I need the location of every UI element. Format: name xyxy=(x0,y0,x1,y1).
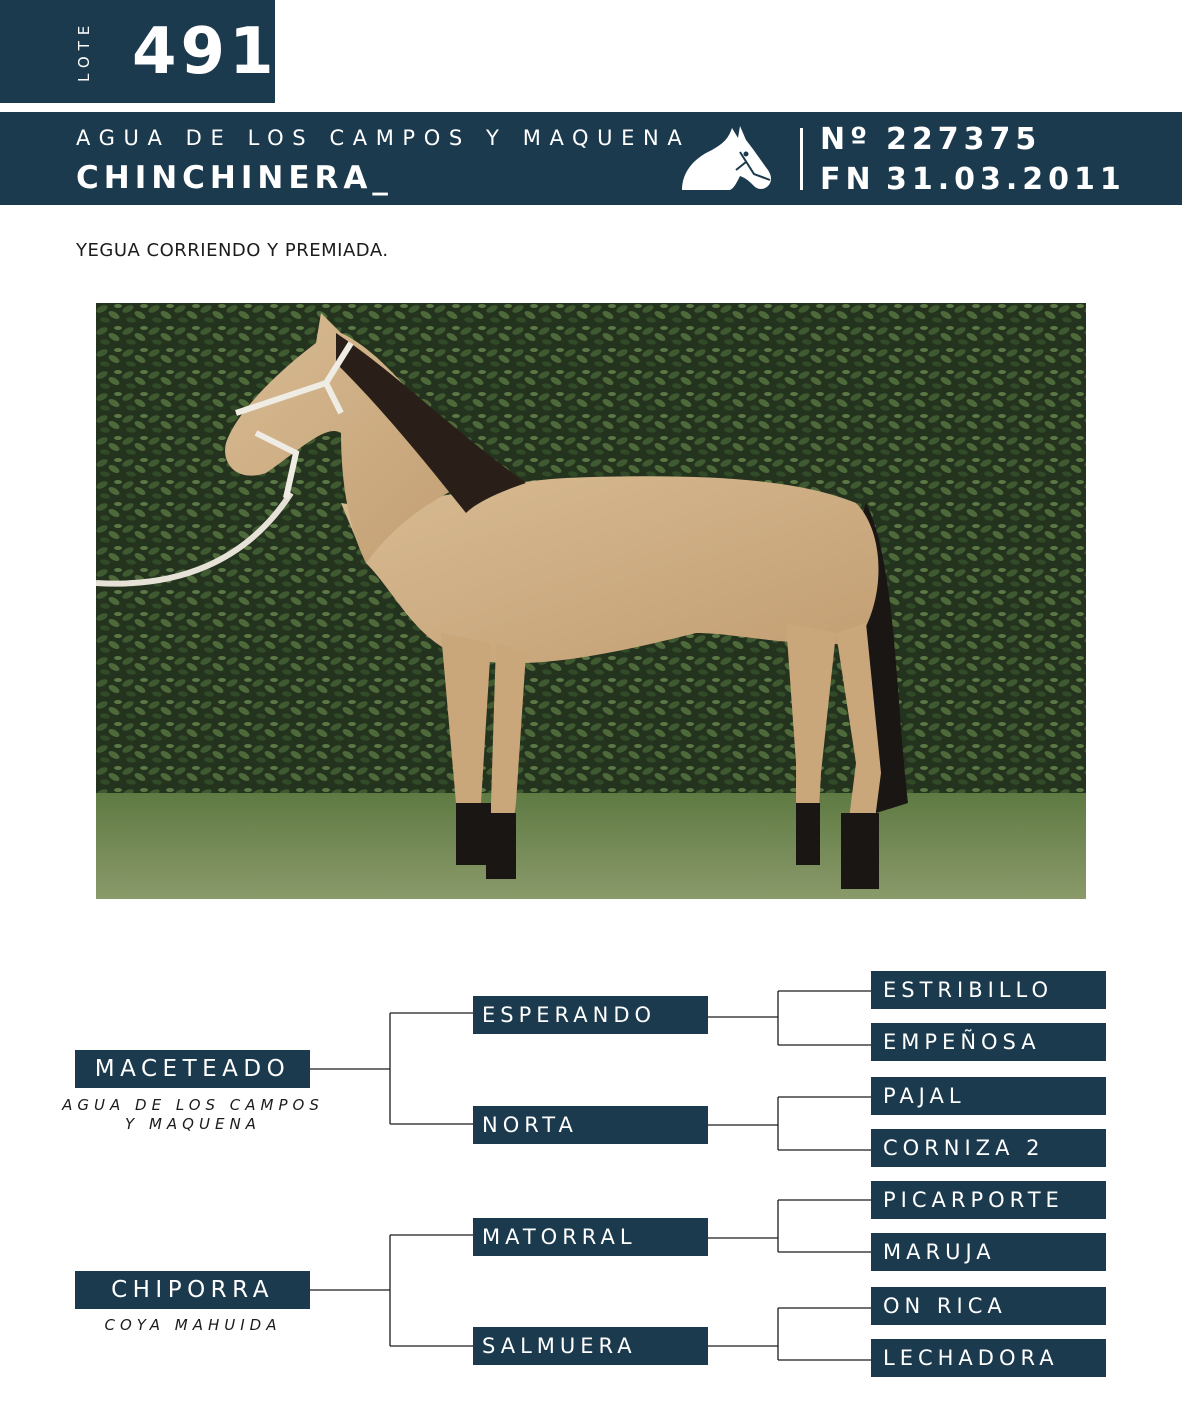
dam-breeder: COYA MAHUIDA xyxy=(104,1316,282,1334)
sire-name: MACETEADO xyxy=(75,1050,310,1088)
birth-date-row xyxy=(820,162,1126,197)
great-grandparent-estribillo: ESTRIBILLO xyxy=(871,971,1106,1009)
grandparent-matorral: MATORRAL xyxy=(473,1218,708,1256)
registration-row xyxy=(820,122,1041,157)
birth-date: 31.03.2011 xyxy=(886,162,1126,197)
great-grandparent-lechadora: LECHADORA xyxy=(871,1339,1106,1377)
grandparent-esperando: ESPERANDO xyxy=(473,996,708,1034)
header-band xyxy=(0,112,1182,205)
registration-number: 227375 xyxy=(886,122,1042,157)
horse-head-icon xyxy=(680,124,774,192)
description: YEGUA CORRIENDO Y PREMIADA. xyxy=(76,240,389,261)
dam-name: CHIPORRA xyxy=(75,1271,310,1309)
header-divider xyxy=(800,128,803,190)
lote-box xyxy=(0,0,278,103)
lote-label: LOTE xyxy=(75,19,93,83)
horse-photo xyxy=(96,303,1086,899)
grandparent-norta: NORTA xyxy=(473,1106,708,1144)
grandparent-salmuera: SALMUERA xyxy=(473,1327,708,1365)
breeder-name: AGUA DE LOS CAMPOS Y MAQUENA xyxy=(76,126,691,150)
great-grandparent-empenosa: EMPEÑOSA xyxy=(871,1023,1106,1061)
great-grandparent-maruja: MARUJA xyxy=(871,1233,1106,1271)
registration-label: Nº xyxy=(820,122,873,157)
great-grandparent-pajal: PAJAL xyxy=(871,1077,1106,1115)
great-grandparent-picarporte: PICARPORTE xyxy=(871,1181,1106,1219)
birth-date-label: FN xyxy=(820,162,876,197)
lote-number: 491 xyxy=(132,15,278,89)
horse-name: CHINCHINERA_ xyxy=(76,160,393,196)
sire-breeder: AGUA DE LOS CAMPOS Y MAQUENA xyxy=(62,1096,324,1133)
great-grandparent-corniza-2: CORNIZA 2 xyxy=(871,1129,1106,1167)
great-grandparent-on-rica: ON RICA xyxy=(871,1287,1106,1325)
